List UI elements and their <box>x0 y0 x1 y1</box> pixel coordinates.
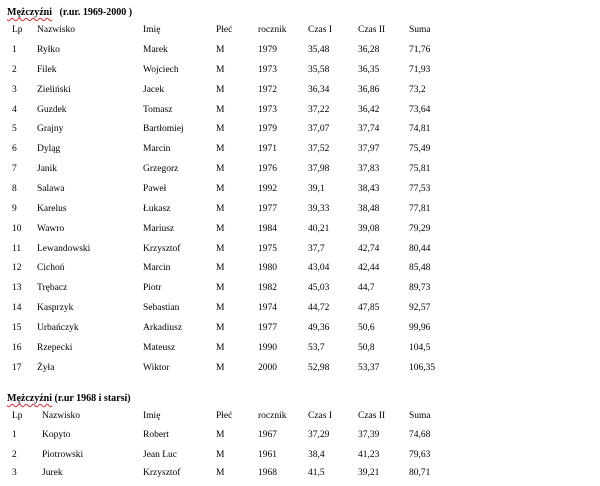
cell-total: 74,68 <box>409 430 431 440</box>
section2-title-word: Mężczyźni <box>7 393 52 404</box>
cell-lp: 2 <box>12 65 17 75</box>
cell-total: 75,81 <box>409 164 431 174</box>
cell-surname: Piotrowski <box>42 450 84 460</box>
cell-time-2: 37,83 <box>358 164 380 174</box>
cell-surname: Salawa <box>37 184 65 194</box>
cell-lp: 5 <box>12 124 17 134</box>
header-time-2: Czas II <box>358 411 386 421</box>
table-row <box>0 83 600 97</box>
header-first-name: Imię <box>143 411 161 421</box>
section1-title-range: (r.ur. 1969-2000 ) <box>59 7 133 18</box>
cell-sex: M <box>216 144 225 154</box>
cell-first-name: Sebastian <box>143 303 180 313</box>
cell-surname: Urbańczyk <box>37 323 79 333</box>
cell-time-1: 53,7 <box>308 343 325 353</box>
cell-sex: M <box>216 363 225 373</box>
cell-birth-year: 1979 <box>258 45 277 55</box>
cell-surname: Ryłko <box>37 45 60 55</box>
cell-birth-year: 1984 <box>258 224 277 234</box>
header-sex: Płeć <box>216 411 233 421</box>
cell-surname: Wawro <box>37 224 65 234</box>
cell-sex: M <box>216 65 225 75</box>
cell-surname: Zieliński <box>37 85 71 95</box>
cell-time-1: 38,4 <box>308 450 325 460</box>
cell-time-1: 52,98 <box>308 363 330 373</box>
cell-surname: Lewandowski <box>37 244 91 254</box>
cell-time-2: 39,21 <box>358 468 380 478</box>
header-lp: Lp <box>12 25 23 35</box>
cell-surname: Kopyto <box>42 430 71 440</box>
cell-sex: M <box>216 124 225 134</box>
cell-first-name: Marcin <box>143 263 171 273</box>
cell-surname: Kasprzyk <box>37 303 74 313</box>
cell-time-2: 42,44 <box>358 263 380 273</box>
cell-time-2: 36,28 <box>358 45 380 55</box>
table-row <box>0 321 600 335</box>
table-row <box>0 43 600 57</box>
cell-total: 85,48 <box>409 263 431 273</box>
cell-birth-year: 1968 <box>258 468 277 478</box>
cell-surname: Żyła <box>37 363 55 373</box>
cell-time-2: 44,7 <box>358 283 375 293</box>
header-time-1: Czas I <box>308 25 333 35</box>
table-row <box>0 361 600 375</box>
header-time-1: Czas I <box>308 411 333 421</box>
section2-title <box>7 393 131 404</box>
cell-total: 73,2 <box>409 85 426 95</box>
cell-time-2: 37,74 <box>358 124 380 134</box>
cell-sex: M <box>216 164 225 174</box>
cell-first-name: Paweł <box>143 184 167 194</box>
cell-birth-year: 1967 <box>258 430 277 440</box>
cell-surname: Cichoń <box>37 263 65 273</box>
cell-surname: Jurek <box>42 468 63 478</box>
cell-sex: M <box>216 85 225 95</box>
cell-total: 75,49 <box>409 144 431 154</box>
cell-lp: 14 <box>12 303 22 313</box>
header-lp: Lp <box>12 411 23 421</box>
cell-birth-year: 1977 <box>258 323 277 333</box>
header-birth-year: rocznik <box>258 25 287 35</box>
cell-lp: 13 <box>12 283 22 293</box>
cell-total: 106,35 <box>409 363 436 373</box>
cell-time-1: 39,1 <box>308 184 325 194</box>
header-first-name: Imię <box>143 25 161 35</box>
cell-surname: Grajny <box>37 124 64 134</box>
cell-first-name: Grzegorz <box>143 164 179 174</box>
cell-first-name: Arkadiusz <box>143 323 183 333</box>
cell-lp: 10 <box>12 224 22 234</box>
cell-birth-year: 1980 <box>258 263 277 273</box>
cell-birth-year: 1982 <box>258 283 277 293</box>
cell-birth-year: 1973 <box>258 65 277 75</box>
cell-lp: 15 <box>12 323 22 333</box>
header-surname: Nazwisko <box>37 25 75 35</box>
cell-total: 77,53 <box>409 184 431 194</box>
cell-time-2: 50,8 <box>358 343 375 353</box>
cell-first-name: Jacek <box>143 85 165 95</box>
table-row <box>0 202 600 216</box>
cell-total: 71,76 <box>409 45 431 55</box>
cell-total: 71,93 <box>409 65 431 75</box>
cell-surname: Janik <box>37 164 58 174</box>
cell-lp: 1 <box>12 430 17 440</box>
table-row <box>0 103 600 117</box>
section2-title-range: (r.ur 1968 i starsi) <box>54 393 131 404</box>
cell-sex: M <box>216 45 225 55</box>
cell-lp: 9 <box>12 204 17 214</box>
cell-time-2: 42,74 <box>358 244 380 254</box>
cell-time-2: 38,48 <box>358 204 380 214</box>
cell-first-name: Piotr <box>143 283 162 293</box>
cell-sex: M <box>216 468 225 478</box>
cell-surname: Trębacz <box>37 283 68 293</box>
cell-sex: M <box>216 303 225 313</box>
cell-total: 77,81 <box>409 204 431 214</box>
header-total: Suma <box>409 411 431 421</box>
cell-birth-year: 2000 <box>258 363 277 373</box>
cell-time-1: 39,33 <box>308 204 330 214</box>
cell-total: 73,64 <box>409 105 431 115</box>
header-row <box>0 409 600 423</box>
cell-total: 79,63 <box>409 450 431 460</box>
table-row <box>0 466 600 480</box>
cell-lp: 6 <box>12 144 17 154</box>
cell-sex: M <box>216 184 225 194</box>
cell-sex: M <box>216 204 225 214</box>
cell-total: 79,29 <box>409 224 431 234</box>
cell-lp: 8 <box>12 184 17 194</box>
cell-first-name: Bartłomiej <box>143 124 184 134</box>
table-row <box>0 122 600 136</box>
cell-lp: 17 <box>12 363 22 373</box>
cell-time-2: 38,43 <box>358 184 380 194</box>
header-total: Suma <box>409 25 431 35</box>
cell-birth-year: 1974 <box>258 303 277 313</box>
cell-surname: Rzepecki <box>37 343 73 353</box>
cell-surname: Filek <box>37 65 57 75</box>
table-row <box>0 222 600 236</box>
table-row <box>0 448 600 462</box>
header-row <box>0 23 600 37</box>
cell-first-name: Robert <box>143 430 169 440</box>
cell-sex: M <box>216 244 225 254</box>
section1-title <box>7 7 132 18</box>
header-sex: Płeć <box>216 25 233 35</box>
cell-time-1: 41,5 <box>308 468 325 478</box>
cell-birth-year: 1961 <box>258 450 277 460</box>
cell-time-1: 44,72 <box>308 303 330 313</box>
cell-time-2: 50,6 <box>358 323 375 333</box>
cell-birth-year: 1973 <box>258 105 277 115</box>
cell-lp: 1 <box>12 45 17 55</box>
cell-sex: M <box>216 224 225 234</box>
cell-birth-year: 1971 <box>258 144 277 154</box>
cell-sex: M <box>216 430 225 440</box>
cell-first-name: Wiktor <box>143 363 170 373</box>
cell-lp: 2 <box>12 450 17 460</box>
cell-total: 74,81 <box>409 124 431 134</box>
cell-first-name: Krzysztof <box>143 468 181 478</box>
cell-time-1: 40,21 <box>308 224 330 234</box>
cell-time-1: 37,7 <box>308 244 325 254</box>
cell-time-1: 35,58 <box>308 65 330 75</box>
cell-sex: M <box>216 343 225 353</box>
cell-time-2: 36,42 <box>358 105 380 115</box>
table-row <box>0 281 600 295</box>
cell-time-1: 37,52 <box>308 144 330 154</box>
cell-total: 89,73 <box>409 283 431 293</box>
cell-birth-year: 1977 <box>258 204 277 214</box>
cell-first-name: Marcin <box>143 144 171 154</box>
cell-birth-year: 1990 <box>258 343 277 353</box>
cell-surname: Dyląg <box>37 144 61 154</box>
cell-sex: M <box>216 263 225 273</box>
cell-sex: M <box>216 323 225 333</box>
cell-first-name: Wojciech <box>143 65 179 75</box>
cell-time-2: 36,35 <box>358 65 380 75</box>
cell-time-1: 43,04 <box>308 263 330 273</box>
cell-time-1: 45,03 <box>308 283 330 293</box>
cell-time-1: 49,36 <box>308 323 330 333</box>
cell-first-name: Krzysztof <box>143 244 181 254</box>
cell-time-2: 37,39 <box>358 430 380 440</box>
table-row <box>0 341 600 355</box>
cell-time-1: 37,98 <box>308 164 330 174</box>
cell-time-2: 41,23 <box>358 450 380 460</box>
cell-first-name: Mateusz <box>143 343 176 353</box>
cell-first-name: Tomasz <box>143 105 173 115</box>
cell-total: 104,5 <box>409 343 431 353</box>
cell-birth-year: 1992 <box>258 184 277 194</box>
table-row <box>0 301 600 315</box>
cell-sex: M <box>216 283 225 293</box>
cell-time-1: 37,22 <box>308 105 330 115</box>
cell-time-2: 53,37 <box>358 363 380 373</box>
table-row <box>0 242 600 256</box>
cell-first-name: Marek <box>143 45 168 55</box>
section1-title-word: Mężczyźni <box>7 7 52 18</box>
cell-lp: 12 <box>12 263 22 273</box>
cell-sex: M <box>216 450 225 460</box>
table-row <box>0 162 600 176</box>
table-row <box>0 63 600 77</box>
cell-lp: 3 <box>12 85 17 95</box>
cell-lp: 16 <box>12 343 22 353</box>
cell-time-1: 37,07 <box>308 124 330 134</box>
cell-birth-year: 1975 <box>258 244 277 254</box>
cell-lp: 3 <box>12 468 17 478</box>
cell-time-2: 39,08 <box>358 224 380 234</box>
cell-birth-year: 1976 <box>258 164 277 174</box>
header-time-2: Czas II <box>358 25 386 35</box>
cell-lp: 4 <box>12 105 17 115</box>
table-row <box>0 428 600 442</box>
cell-time-1: 37,29 <box>308 430 330 440</box>
cell-surname: Guzdek <box>37 105 67 115</box>
cell-time-1: 36,34 <box>308 85 330 95</box>
cell-first-name: Jean Luc <box>143 450 178 460</box>
cell-total: 80,44 <box>409 244 431 254</box>
table-row <box>0 182 600 196</box>
cell-lp: 7 <box>12 164 17 174</box>
cell-birth-year: 1972 <box>258 85 277 95</box>
cell-time-2: 36,86 <box>358 85 380 95</box>
cell-lp: 11 <box>12 244 22 254</box>
header-surname: Nazwisko <box>42 411 80 421</box>
table-row <box>0 261 600 275</box>
table-row <box>0 142 600 156</box>
cell-total: 99,96 <box>409 323 431 333</box>
cell-birth-year: 1979 <box>258 124 277 134</box>
header-birth-year: rocznik <box>258 411 287 421</box>
cell-total: 92,57 <box>409 303 431 313</box>
cell-time-1: 35,48 <box>308 45 330 55</box>
cell-first-name: Łukasz <box>143 204 171 214</box>
cell-time-2: 37,97 <box>358 144 380 154</box>
cell-time-2: 47,85 <box>358 303 380 313</box>
cell-surname: Karelus <box>37 204 67 214</box>
cell-first-name: Mariusz <box>143 224 175 234</box>
cell-sex: M <box>216 105 225 115</box>
cell-total: 80,71 <box>409 468 431 478</box>
